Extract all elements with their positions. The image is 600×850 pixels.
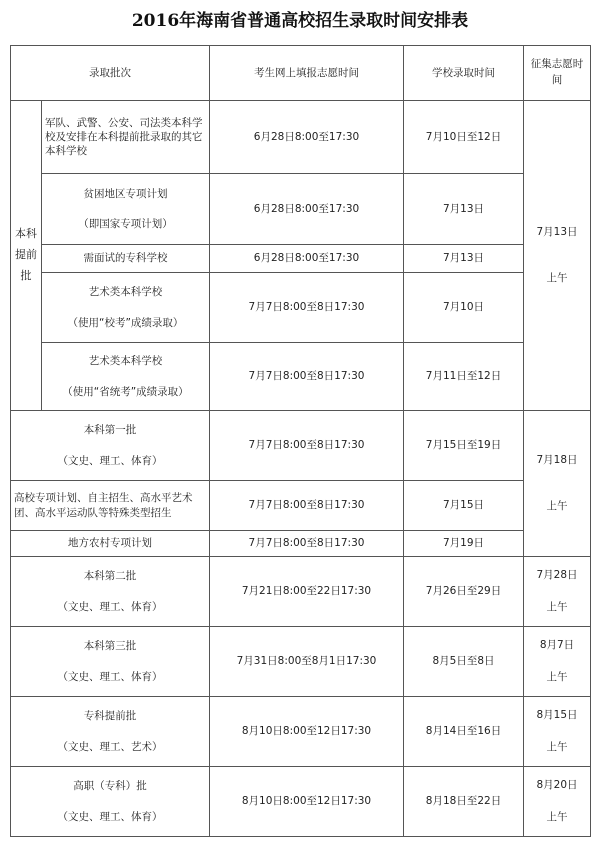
fill-time: 6月28日8:00至17:30	[210, 101, 404, 174]
table-row	[11, 411, 591, 481]
fill-time: 7月21日8:00至22日17:30	[210, 557, 404, 627]
batch-name: 地方农村专项计划	[11, 531, 210, 557]
admit-time: 8月14日至16日	[404, 697, 524, 767]
solicit-time: 7月28日 上午	[524, 557, 591, 627]
table-row	[11, 481, 591, 531]
batch-name: 本科第一批 （文史、理工、体育）	[11, 411, 210, 481]
table-row	[11, 245, 591, 273]
table-row	[11, 697, 591, 767]
table-row	[11, 531, 591, 557]
table-row	[11, 767, 591, 837]
table-row	[11, 343, 591, 411]
batch-name: 高校专项计划、自主招生、高水平艺术团、高水平运动队等特殊类型招生	[11, 481, 210, 531]
admit-time: 7月15日	[404, 481, 524, 531]
fill-time: 8月10日8:00至12日17:30	[210, 767, 404, 837]
batch-name: 高职（专科）批 （文史、理工、体育）	[11, 767, 210, 837]
admit-time: 7月26日至29日	[404, 557, 524, 627]
admit-time: 7月13日	[404, 174, 524, 245]
table-row	[11, 101, 591, 174]
solicit-time: 8月15日 上午	[524, 697, 591, 767]
header-fill-time: 考生网上填报志愿时间	[210, 46, 404, 101]
page-title: 2016年海南省普通高校招生录取时间安排表	[131, 11, 469, 31]
fill-time: 7月7日8:00至8日17:30	[210, 481, 404, 531]
fill-time: 6月28日8:00至17:30	[210, 245, 404, 273]
fill-time: 6月28日8:00至17:30	[210, 174, 404, 245]
admit-time: 7月10日至12日	[404, 101, 524, 174]
admit-time: 7月11日至12日	[404, 343, 524, 411]
solicit-time: 8月20日 上午	[524, 767, 591, 837]
admit-time: 7月15日至19日	[404, 411, 524, 481]
table-row	[11, 627, 591, 697]
fill-time: 7月7日8:00至8日17:30	[210, 343, 404, 411]
admit-time: 7月10日	[404, 273, 524, 343]
fill-time: 7月7日8:00至8日17:30	[210, 411, 404, 481]
admit-time: 8月18日至22日	[404, 767, 524, 837]
table-row	[11, 174, 591, 245]
fill-time: 7月31日8:00至8月1日17:30	[210, 627, 404, 697]
batch-name: 艺术类本科学校 （使用“校考”成绩录取）	[42, 273, 210, 343]
early-solicit-time: 7月13日 上午	[524, 101, 591, 411]
admit-time: 7月13日	[404, 245, 524, 273]
table-row	[11, 273, 591, 343]
admit-time: 8月5日至8日	[404, 627, 524, 697]
first-solicit-time: 7月18日 上午	[524, 411, 591, 557]
fill-time: 8月10日8:00至12日17:30	[210, 697, 404, 767]
batch-name: 艺术类本科学校 （使用“省统考”成绩录取）	[42, 343, 210, 411]
header-solicit-time: 征集志愿时间	[524, 46, 591, 101]
early-batch-label: 本科 提前 批	[11, 101, 42, 411]
fill-time: 7月7日8:00至8日17:30	[210, 273, 404, 343]
batch-name: 需面试的专科学校	[42, 245, 210, 273]
header-batch: 录取批次	[11, 46, 210, 101]
schedule-table	[10, 45, 591, 837]
batch-name: 贫困地区专项计划 （即国家专项计划）	[42, 174, 210, 245]
batch-name: 本科第三批 （文史、理工、体育）	[11, 627, 210, 697]
solicit-time: 8月7日 上午	[524, 627, 591, 697]
header-admit-time: 学校录取时间	[404, 46, 524, 101]
batch-name: 本科第二批 （文史、理工、体育）	[11, 557, 210, 627]
header-row	[11, 46, 591, 101]
admit-time: 7月19日	[404, 531, 524, 557]
batch-name: 专科提前批 （文史、理工、艺术）	[11, 697, 210, 767]
table-row	[11, 557, 591, 627]
fill-time: 7月7日8:00至8日17:30	[210, 531, 404, 557]
batch-name: 军队、武警、公安、司法类本科学校及安排在本科提前批录取的其它本科学校	[42, 101, 210, 174]
